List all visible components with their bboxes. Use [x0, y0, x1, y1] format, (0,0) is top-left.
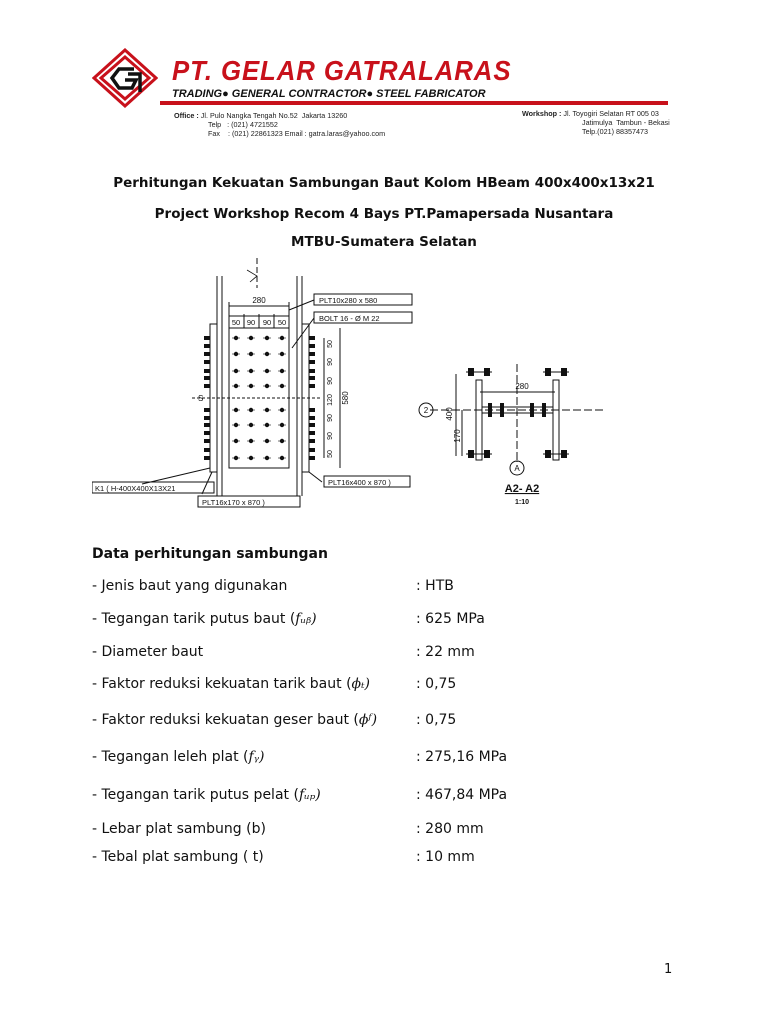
flange-bolt [204, 431, 210, 435]
dim-v2: 90 [327, 358, 334, 366]
callout-plate-bottom-right: PLT16x400 x 870 ) [328, 478, 391, 487]
flange-bolt [309, 352, 315, 356]
dim-v1: 50 [327, 340, 334, 348]
row-label-text: - Faktor reduksi kekuatan tarik baut ( [92, 676, 352, 692]
row-label [92, 676, 370, 692]
flange-bolt [309, 448, 315, 452]
flange-bolt [309, 456, 315, 460]
office-line-3: Fax : (021) 22861323 Email : gatra.laras@yahoo.com [208, 128, 386, 138]
flange-bolt [204, 423, 210, 427]
flange-bolt [309, 336, 315, 340]
row-label [92, 749, 264, 765]
flange-bolt [204, 376, 210, 380]
section-dim-flange: 170 [453, 429, 462, 443]
grid-bubble-left: 2 [423, 406, 429, 415]
flange-bolt [204, 384, 210, 388]
section-mark: S [198, 394, 204, 403]
workshop-line-1: Jl. Toyogiri Selatan RT 005 03 [563, 109, 659, 118]
document-title: Perhitungan Kekuatan Sambungan Baut Kolom HBeam 400x400x13x21 [113, 175, 655, 191]
row-symbol: fᵤₚ) [298, 787, 321, 803]
row-label-text: - Tegangan tarik putus baut ( [92, 611, 296, 627]
section-a2-drawing [410, 362, 616, 512]
data-heading: Data perhitungan sambungan [92, 546, 328, 562]
flange-bolt [309, 384, 315, 388]
row-label-text: - Jenis baut yang digunakan [92, 578, 288, 594]
flange-bolt [309, 408, 315, 412]
row-label-text: - Tebal plat sambung ( t) [92, 849, 264, 865]
flange-bolt [204, 439, 210, 443]
row-label-text: - Lebar plat sambung (b) [92, 821, 266, 837]
section-scale: 1:10 [514, 499, 530, 506]
flange-bolt [309, 416, 315, 420]
flange-bolt [309, 439, 315, 443]
row-value: : 280 mm [416, 821, 484, 837]
location-title: MTBU-Sumatera Selatan [291, 234, 477, 250]
section-dim-width: 280 [515, 382, 529, 391]
flange-bolt [204, 448, 210, 452]
dim-total-height: 580 [341, 391, 350, 405]
workshop-line-2: Jatimulya Tambun - Bekasi [582, 117, 670, 127]
dim-v3: 90 [327, 377, 334, 385]
row-label-text: - Tegangan leleh plat ( [92, 749, 249, 765]
row-symbol: fᵧ) [248, 749, 265, 765]
connection-elevation-drawing [92, 258, 416, 508]
dim-h1: 50 [231, 318, 241, 327]
row-label-text: - Faktor reduksi kekuatan geser baut ( [92, 712, 359, 728]
workshop-label: Workshop : [522, 109, 562, 118]
dim-h3: 90 [262, 318, 272, 327]
dim-v5: 90 [327, 414, 334, 422]
flange-bolt [204, 456, 210, 460]
flange-bolt [204, 416, 210, 420]
row-value: : 22 mm [416, 644, 475, 660]
office-address [174, 112, 385, 138]
row-symbol: fᵤᵦ) [295, 611, 317, 627]
dim-v6: 90 [327, 432, 334, 440]
callout-plate-bottom-left: PLT16x170 x 870 ) [202, 498, 265, 507]
row-label-text: - Diameter baut [92, 644, 204, 660]
row-label [92, 787, 321, 803]
workshop-address [522, 110, 670, 136]
row-value: : HTB [416, 578, 454, 594]
dim-total-width: 280 [252, 296, 266, 305]
row-label [92, 849, 264, 865]
flange-bolt [204, 369, 210, 373]
row-symbol: ϕᶠ) [358, 712, 378, 728]
flange-bolt [309, 344, 315, 348]
header-rule [160, 101, 668, 105]
flange-bolt [309, 431, 315, 435]
office-line-1: Jl. Pulo Nangka Tengah No.52 Jakarta 13260 [200, 111, 348, 120]
callout-bolt: BOLT 16 - Ø M 22 [319, 314, 380, 323]
row-value: : 0,75 [416, 676, 457, 692]
flange-bolt [309, 376, 315, 380]
dim-v4: 120 [327, 394, 334, 406]
project-title: Project Workshop Recom 4 Bays PT.Pamapersada Nusantara [154, 206, 614, 222]
row-label [92, 611, 317, 627]
flange-bolt [309, 423, 315, 427]
callout-k1: K1 ( H-400X400X13X21 [95, 484, 176, 493]
section-dim-height: 400 [445, 407, 454, 421]
row-label-text: - Tegangan tarik putus pelat ( [92, 787, 299, 803]
flange-bolt [204, 360, 210, 364]
row-label [92, 578, 287, 594]
row-label [92, 712, 377, 728]
row-symbol: ϕₜ) [351, 676, 371, 692]
flange-bolt [204, 344, 210, 348]
dim-v7: 50 [327, 450, 334, 458]
row-value: : 467,84 MPa [416, 787, 508, 803]
office-label: Office : [174, 111, 199, 120]
row-value: : 625 MPa [416, 611, 485, 627]
flange-bolt [309, 360, 315, 364]
flange-bolt [204, 336, 210, 340]
company-tagline: TRADING● GENERAL CONTRACTOR● STEEL FABRICATOR [172, 88, 486, 100]
office-line-2: Telp : (021) 4721552 [208, 119, 278, 129]
page-number: 1 [664, 962, 673, 977]
section-title: A2- A2 [504, 483, 540, 495]
dim-h2: 90 [246, 318, 256, 327]
flange-bolt [204, 408, 210, 412]
flange-bolt [309, 369, 315, 373]
row-label [92, 644, 203, 660]
workshop-line-3: Telp.(021) 88357473 [582, 126, 648, 136]
row-value: : 10 mm [416, 849, 475, 865]
company-name: PT. GELAR GATRALARAS [172, 55, 512, 86]
company-logo [92, 48, 158, 108]
dim-h4: 50 [277, 318, 287, 327]
callout-plate-top: PLT10x280 x 580 [319, 296, 378, 305]
row-value: : 275,16 MPa [416, 749, 508, 765]
row-value: : 0,75 [416, 712, 457, 728]
grid-bubble-bottom: A [514, 464, 520, 473]
flange-bolt [204, 352, 210, 356]
row-label [92, 821, 266, 837]
